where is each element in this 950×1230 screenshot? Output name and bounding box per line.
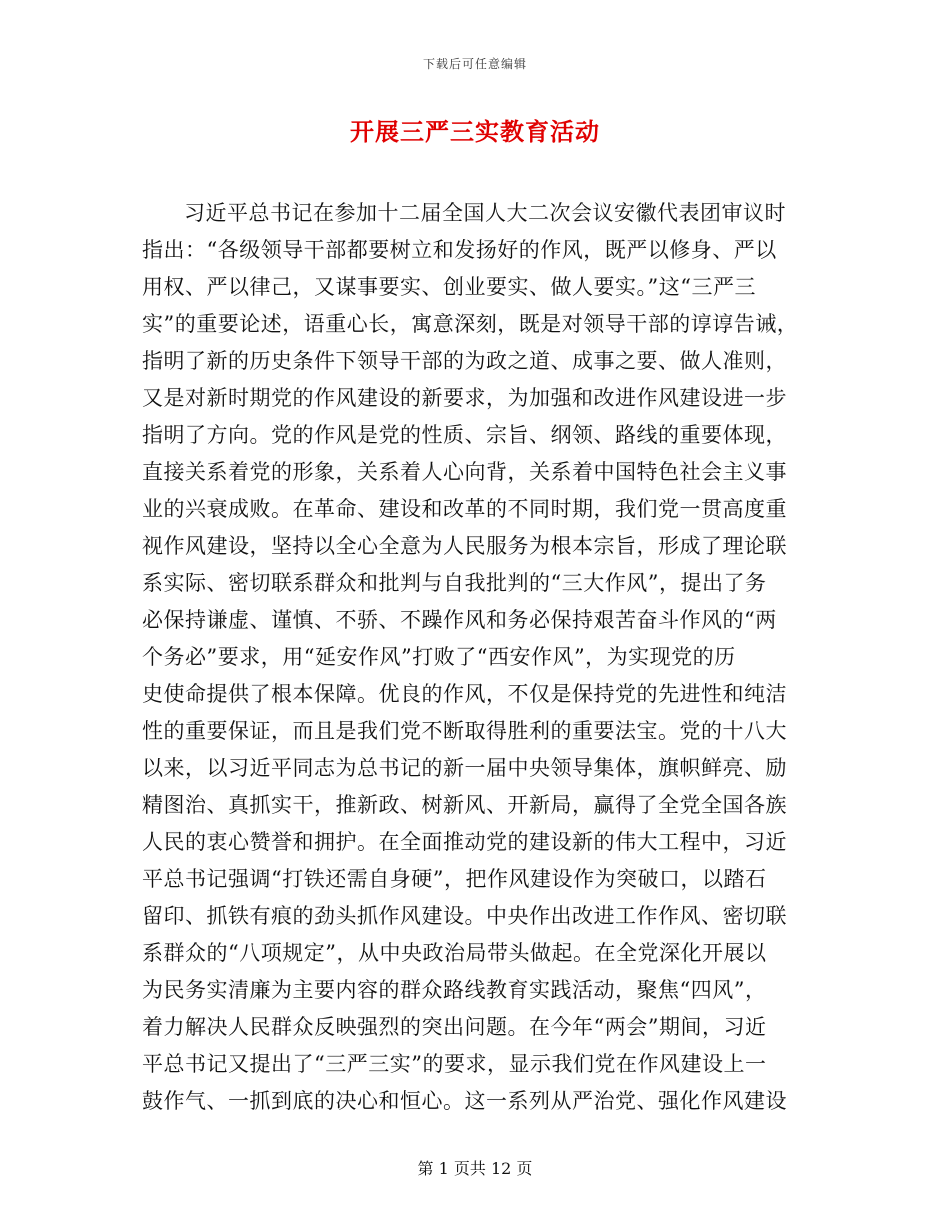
paragraph-line: 指明了方向。党的作风是党的性质、宗旨、纲领、路线的重要体现， [142, 423, 787, 447]
paragraph-line: 史使命提供了根本保障。优良的作风，不仅是保持党的先进性和纯洁 [142, 682, 787, 706]
paragraph-line: 视作风建设，坚持以全心全意为人民服务为根本宗旨，形成了理论联 [142, 534, 787, 558]
paragraph-line: 为民务实清廉为主要内容的群众路线教育实践活动，聚焦“四风”， [142, 978, 767, 1002]
paragraph-line: 直接关系着党的形象，关系着人心向背，关系着中国特色社会主义事 [142, 460, 787, 484]
paragraph-line: 指出：“各级领导干部都要树立和发扬好的作风，既严以修身、严以 [142, 238, 777, 262]
paragraph-line: 指明了新的历史条件下领导干部的为政之道、成事之要、做人准则， [142, 349, 787, 373]
paragraph-line: 着力解决人民群众反映强烈的突出问题。在今年“两会”期间，习近 [142, 1015, 767, 1039]
header-note: 下载后可任意编辑 [422, 57, 527, 71]
body-paragraph [142, 195, 807, 1120]
paragraph-line: 平总书记强调“打铁还需自身硬”，把作风建设作为突破口，以踏石 [142, 867, 767, 891]
paragraph-line: 系群众的“八项规定”，从中央政治局带头做起。在全党深化开展以 [142, 941, 767, 965]
paragraph-line: 又是对新时期党的作风建设的新要求，为加强和改进作风建设进一步 [142, 386, 787, 410]
paragraph-line: 用权、严以律己，又谋事要实、创业要实、做人要实。”这“三严三 [142, 275, 756, 299]
paragraph-line: 系实际、密切联系群众和批判与自我批判的“三大作风”，提出了务 [142, 571, 767, 595]
paragraph-line: 精图治、真抓实干，推新政、树新风、开新局，赢得了全党全国各族 [142, 793, 787, 817]
paragraph-line: 必保持谦虚、谨慎、不骄、不躁作风和务必保持艰苦奋斗作风的“两 [142, 608, 777, 632]
paragraph-line: 个务必”要求，用“延安作风”打败了“西安作风”，为实现党的历 [142, 645, 736, 669]
paragraph-line: 实”的重要论述，语重心长，寓意深刻，既是对领导干部的谆谆告诫， [142, 312, 799, 336]
paragraph-line: 平总书记又提出了“三严三实”的要求，显示我们党在作风建设上一 [142, 1052, 767, 1076]
paragraph-line: 留印、抓铁有痕的劲头抓作风建设。中央作出改进工作作风、密切联 [142, 904, 787, 928]
paragraph-line: 人民的衷心赞誉和拥护。在全面推动党的建设新的伟大工程中，习近 [142, 830, 787, 854]
document-title: 开展三严三实教育活动 [350, 117, 600, 146]
paragraph-line: 性的重要保证，而且是我们党不断取得胜利的重要法宝。党的十八大 [142, 719, 787, 743]
page-footer: 第 1 页共 12 页 [417, 1159, 533, 1178]
paragraph-line: 业的兴衰成败。在革命、建设和改革的不同时期，我们党一贯高度重 [142, 497, 787, 521]
paragraph-line: 以来，以习近平同志为总书记的新一届中央领导集体，旗帜鲜亮、励 [142, 756, 787, 780]
paragraph-line: 鼓作气、一抓到底的决心和恒心。这一系列从严治党、强化作风建设 [142, 1089, 787, 1113]
paragraph-line: 习近平总书记在参加十二届全国人大二次会议安徽代表团审议时 [184, 201, 786, 225]
